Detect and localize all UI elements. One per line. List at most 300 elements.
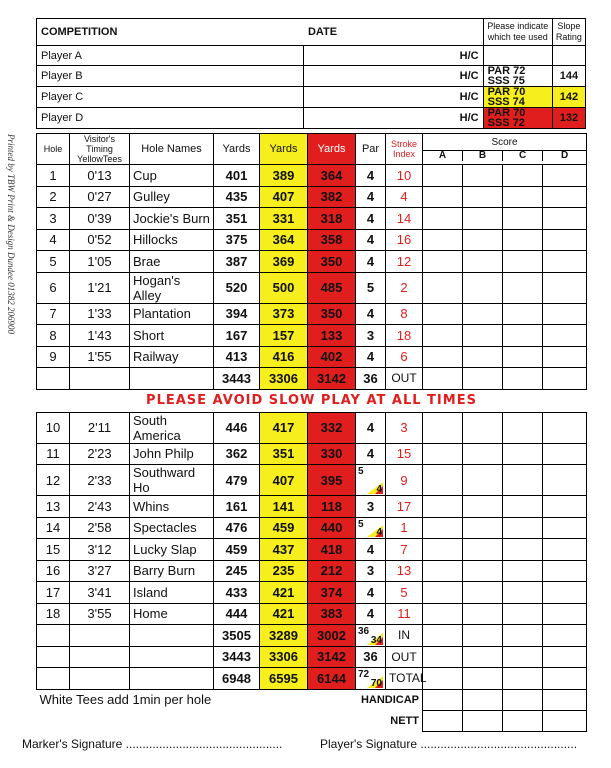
score-cell-b[interactable] xyxy=(463,272,503,303)
visitor-timing: 2'11 xyxy=(70,412,130,443)
stroke-index: 15 xyxy=(386,443,423,465)
player-d-tee[interactable]: PAR 70 SSS 72 xyxy=(483,108,552,129)
score-cell-b[interactable] xyxy=(463,517,503,539)
stroke-index: 12 xyxy=(386,251,423,273)
score-cell-d[interactable] xyxy=(543,251,587,273)
score-header: Score A B C D xyxy=(423,134,587,165)
out-yards-red: 3142 xyxy=(308,368,356,390)
hole-number: 17 xyxy=(37,582,70,604)
score-cell-b[interactable] xyxy=(463,165,503,187)
score-cell-c[interactable] xyxy=(503,303,543,325)
yards-white: 401 xyxy=(214,165,260,187)
score-cell-b[interactable] xyxy=(463,368,503,390)
hole-number: 12 xyxy=(37,465,70,496)
score-cell-a[interactable] xyxy=(423,208,463,230)
score-cell-d[interactable] xyxy=(543,412,587,443)
score-cell-b[interactable] xyxy=(463,603,503,625)
score-cell-b[interactable] xyxy=(463,668,503,690)
yards-white: 351 xyxy=(214,208,260,230)
score-cell-a[interactable] xyxy=(423,346,463,368)
in-yards-red: 3002 xyxy=(308,625,356,647)
yards-yellow: 407 xyxy=(260,465,308,496)
yards-red: 485 xyxy=(308,272,356,303)
hole-number: 6 xyxy=(37,272,70,303)
total-yards-yellow: 6595 xyxy=(260,668,308,690)
stroke-index: 8 xyxy=(386,303,423,325)
score-cell-d[interactable] xyxy=(543,325,587,347)
score-cell-d[interactable] xyxy=(543,165,587,187)
hole-number: 14 xyxy=(37,517,70,539)
score-cell-d[interactable] xyxy=(543,465,587,496)
col-yards-yellow: Yards xyxy=(260,134,308,165)
player-a-hc: H/C xyxy=(304,46,483,66)
yards-yellow: 157 xyxy=(260,325,308,347)
visitor-timing: 1'21 xyxy=(70,272,130,303)
hole-number: 11 xyxy=(37,443,70,465)
hole-number: 10 xyxy=(37,412,70,443)
score-cell-b[interactable] xyxy=(463,325,503,347)
yards-yellow: 351 xyxy=(260,443,308,465)
score-cell-d[interactable] xyxy=(543,560,587,582)
stroke-index: 1 xyxy=(386,517,423,539)
score-cell-c[interactable] xyxy=(503,668,543,690)
score-cell-d[interactable] xyxy=(543,603,587,625)
score-cell-c[interactable] xyxy=(503,368,543,390)
score-cell-a[interactable] xyxy=(423,560,463,582)
player-a-tee[interactable] xyxy=(483,46,552,66)
stroke-index: 11 xyxy=(386,603,423,625)
hole-row xyxy=(37,560,587,582)
hole-name: Lucky Slap xyxy=(130,539,214,561)
score-cell-b[interactable] xyxy=(463,346,503,368)
hole-name: John Philp xyxy=(130,443,214,465)
date-label: DATE xyxy=(304,19,483,46)
score-cell-c[interactable] xyxy=(503,229,543,251)
scorecard-table xyxy=(36,133,587,732)
par-cell: 4 xyxy=(356,251,386,273)
score-cell-a[interactable] xyxy=(423,710,463,731)
hole-number: 13 xyxy=(37,496,70,518)
hole-name: Cup xyxy=(130,165,214,187)
par-cell: 3 xyxy=(356,325,386,347)
score-cell-c[interactable] xyxy=(503,346,543,368)
out-total-label: OUT xyxy=(386,646,423,668)
score-cell-d[interactable] xyxy=(543,303,587,325)
visitor-timing: 0'13 xyxy=(70,165,130,187)
score-cell-b[interactable] xyxy=(463,582,503,604)
out-total-par: 36 xyxy=(356,646,386,668)
score-cell-c[interactable] xyxy=(503,689,543,710)
score-cell-b[interactable] xyxy=(463,229,503,251)
yards-yellow: 331 xyxy=(260,208,308,230)
par-cell: 4 xyxy=(356,603,386,625)
yards-white: 362 xyxy=(214,443,260,465)
par-cell: 4 xyxy=(356,229,386,251)
score-cell-d[interactable] xyxy=(543,539,587,561)
hole-row xyxy=(37,208,587,230)
hole-name: Jockie's Burn xyxy=(130,208,214,230)
yards-yellow: 373 xyxy=(260,303,308,325)
col-names: Hole Names xyxy=(130,134,214,165)
player-a-label: Player A xyxy=(37,46,304,66)
score-cell-a[interactable] xyxy=(423,517,463,539)
yards-red: 440 xyxy=(308,517,356,539)
score-cell-a[interactable] xyxy=(423,582,463,604)
score-cell-d[interactable] xyxy=(543,646,587,668)
score-cell-c[interactable] xyxy=(503,496,543,518)
stroke-index: 13 xyxy=(386,560,423,582)
par-cell: 4 xyxy=(356,208,386,230)
score-cell-b[interactable] xyxy=(463,625,503,647)
score-cell-b[interactable] xyxy=(463,251,503,273)
score-cell-d[interactable] xyxy=(543,272,587,303)
score-cell-d[interactable] xyxy=(543,229,587,251)
player-c-tee[interactable]: PAR 70 SSS 74 xyxy=(483,87,552,108)
stroke-index: 14 xyxy=(386,208,423,230)
stroke-index: 5 xyxy=(386,582,423,604)
score-cell-a[interactable] xyxy=(423,443,463,465)
par-cell: 4 xyxy=(356,165,386,187)
player-d-hc: H/C xyxy=(304,108,483,129)
out-total-yards-red: 3142 xyxy=(308,646,356,668)
hole-name: Barry Burn xyxy=(130,560,214,582)
stroke-index: 9 xyxy=(386,465,423,496)
col-yards-white: Yards xyxy=(214,134,260,165)
score-cell-b[interactable] xyxy=(463,208,503,230)
score-cell-c[interactable] xyxy=(503,272,543,303)
hole-row xyxy=(37,186,587,208)
stroke-index: 6 xyxy=(386,346,423,368)
out-total-row xyxy=(37,646,587,668)
score-cell-c[interactable] xyxy=(503,603,543,625)
total-label: TOTAL xyxy=(386,668,423,690)
score-cell-c[interactable] xyxy=(503,539,543,561)
out-yards-yellow: 3306 xyxy=(260,368,308,390)
par-cell: 4 xyxy=(356,443,386,465)
col-hole: Hole xyxy=(37,134,70,165)
score-cell-d[interactable] xyxy=(543,496,587,518)
score-cell-b[interactable] xyxy=(463,496,503,518)
stroke-index: 2 xyxy=(386,272,423,303)
hole-number: 9 xyxy=(37,346,70,368)
stroke-index: 3 xyxy=(386,412,423,443)
slope-rating-label: Slope Rating xyxy=(552,19,585,46)
par-cell: 5 4 xyxy=(356,465,386,496)
visitor-timing: 3'55 xyxy=(70,603,130,625)
score-cell-d[interactable] xyxy=(543,625,587,647)
hole-row xyxy=(37,325,587,347)
hole-row xyxy=(37,517,587,539)
score-cell-d[interactable] xyxy=(543,517,587,539)
score-cell-b[interactable] xyxy=(463,186,503,208)
hole-name: Hogan's Alley xyxy=(130,272,214,303)
hole-number: 2 xyxy=(37,186,70,208)
printer-credit: Printed by TBW Print & Design Dundee 01382 206900 xyxy=(6,134,16,334)
score-cell-d[interactable] xyxy=(543,710,587,731)
score-cell-d[interactable] xyxy=(543,368,587,390)
yards-red: 118 xyxy=(308,496,356,518)
hole-row xyxy=(37,412,587,443)
yards-white: 476 xyxy=(214,517,260,539)
score-cell-c[interactable] xyxy=(503,710,543,731)
yards-yellow: 417 xyxy=(260,412,308,443)
par-cell: 5 4 xyxy=(356,517,386,539)
par-cell: 4 xyxy=(356,186,386,208)
col-stroke-index: Stroke Index xyxy=(386,134,423,165)
score-cell-d[interactable] xyxy=(543,689,587,710)
score-cell-a[interactable] xyxy=(423,251,463,273)
yards-yellow: 389 xyxy=(260,165,308,187)
yards-white: 394 xyxy=(214,303,260,325)
hole-name: Short xyxy=(130,325,214,347)
white-tees-note: White Tees add 1min per hole xyxy=(39,692,212,708)
score-cell-c[interactable] xyxy=(503,412,543,443)
hole-row xyxy=(37,539,587,561)
score-cell-a[interactable] xyxy=(423,625,463,647)
score-cell-a[interactable] xyxy=(423,325,463,347)
hole-number: 5 xyxy=(37,251,70,273)
out-total-yards-yellow: 3306 xyxy=(260,646,308,668)
score-cell-c[interactable] xyxy=(503,208,543,230)
hole-name: Railway xyxy=(130,346,214,368)
score-cell-c[interactable] xyxy=(503,165,543,187)
hole-number: 3 xyxy=(37,208,70,230)
yards-yellow: 421 xyxy=(260,582,308,604)
score-cell-b[interactable] xyxy=(463,303,503,325)
hole-name: Spectacles xyxy=(130,517,214,539)
yards-yellow: 416 xyxy=(260,346,308,368)
yards-yellow: 421 xyxy=(260,603,308,625)
total-yards-red: 6144 xyxy=(308,668,356,690)
yards-white: 479 xyxy=(214,465,260,496)
visitor-timing: 1'55 xyxy=(70,346,130,368)
total-row xyxy=(37,668,587,690)
par-cell: 4 xyxy=(356,412,386,443)
player-c-slope: 142 xyxy=(552,87,585,108)
yards-yellow: 141 xyxy=(260,496,308,518)
yards-yellow: 500 xyxy=(260,272,308,303)
score-cell-a[interactable] xyxy=(423,689,463,710)
visitor-timing: 2'33 xyxy=(70,465,130,496)
score-cell-a[interactable] xyxy=(423,539,463,561)
hole-number: 16 xyxy=(37,560,70,582)
hole-number: 4 xyxy=(37,229,70,251)
hole-name: Southward Ho xyxy=(130,465,214,496)
visitor-timing: 0'52 xyxy=(70,229,130,251)
score-cell-d[interactable] xyxy=(543,208,587,230)
stroke-index: 17 xyxy=(386,496,423,518)
visitor-timing: 2'43 xyxy=(70,496,130,518)
visitor-timing: 3'41 xyxy=(70,582,130,604)
out-label: OUT xyxy=(386,368,423,390)
in-yards-yellow: 3289 xyxy=(260,625,308,647)
hole-number: 15 xyxy=(37,539,70,561)
player-d-slope: 132 xyxy=(552,108,585,129)
yards-red: 350 xyxy=(308,251,356,273)
hole-name: Plantation xyxy=(130,303,214,325)
hole-name: Home xyxy=(130,603,214,625)
players-signature[interactable]: Player's Signature ............................................... xyxy=(320,737,578,751)
yards-red: 212 xyxy=(308,560,356,582)
hole-number: 1 xyxy=(37,165,70,187)
in-label: IN xyxy=(386,625,423,647)
yards-yellow: 364 xyxy=(260,229,308,251)
score-cell-b[interactable] xyxy=(463,539,503,561)
in-row xyxy=(37,625,587,647)
yards-red: 418 xyxy=(308,539,356,561)
visitor-timing: 3'12 xyxy=(70,539,130,561)
score-cell-c[interactable] xyxy=(503,625,543,647)
yards-white: 161 xyxy=(214,496,260,518)
yards-white: 413 xyxy=(214,346,260,368)
score-cell-a[interactable] xyxy=(423,668,463,690)
hole-name: Gulley xyxy=(130,186,214,208)
score-cell-c[interactable] xyxy=(503,251,543,273)
yards-yellow: 235 xyxy=(260,560,308,582)
hole-row xyxy=(37,496,587,518)
score-cell-a[interactable] xyxy=(423,646,463,668)
total-yards-white: 6948 xyxy=(214,668,260,690)
markers-signature[interactable]: Marker's Signature ............................................... xyxy=(22,737,283,751)
score-cell-b[interactable] xyxy=(463,412,503,443)
score-cell-a[interactable] xyxy=(423,272,463,303)
yards-red: 395 xyxy=(308,465,356,496)
visitor-timing: 2'58 xyxy=(70,517,130,539)
hole-row xyxy=(37,251,587,273)
score-cell-b[interactable] xyxy=(463,560,503,582)
score-cell-c[interactable] xyxy=(503,646,543,668)
score-cell-d[interactable] xyxy=(543,443,587,465)
stroke-index: 16 xyxy=(386,229,423,251)
hole-number: 7 xyxy=(37,303,70,325)
player-b-tee[interactable]: PAR 72 SSS 75 xyxy=(483,66,552,87)
visitor-timing: 1'05 xyxy=(70,251,130,273)
visitor-timing: 0'27 xyxy=(70,186,130,208)
score-cell-b[interactable] xyxy=(463,710,503,731)
stroke-index: 7 xyxy=(386,539,423,561)
player-d-label: Player D xyxy=(37,108,304,129)
score-cell-c[interactable] xyxy=(503,465,543,496)
score-cell-b[interactable] xyxy=(463,646,503,668)
player-b-hc: H/C xyxy=(304,66,483,87)
hole-row xyxy=(37,165,587,187)
yards-red: 330 xyxy=(308,443,356,465)
par-cell: 3 xyxy=(356,560,386,582)
par-cell: 4 xyxy=(356,346,386,368)
out-par: 36 xyxy=(356,368,386,390)
col-par: Par xyxy=(356,134,386,165)
out-total-yards-white: 3443 xyxy=(214,646,260,668)
visitor-timing: 3'27 xyxy=(70,560,130,582)
par-cell: 4 xyxy=(356,539,386,561)
stroke-index: 4 xyxy=(386,186,423,208)
yards-white: 446 xyxy=(214,412,260,443)
visitor-timing: 0'39 xyxy=(70,208,130,230)
player-c-label: Player C xyxy=(37,87,304,108)
score-cell-a[interactable] xyxy=(423,465,463,496)
score-cell-c[interactable] xyxy=(503,582,543,604)
hole-name: Whins xyxy=(130,496,214,518)
score-cell-a[interactable] xyxy=(423,229,463,251)
yards-white: 433 xyxy=(214,582,260,604)
competition-label: COMPETITION xyxy=(37,19,304,46)
yards-white: 375 xyxy=(214,229,260,251)
yards-white: 435 xyxy=(214,186,260,208)
visitor-timing: 1'43 xyxy=(70,325,130,347)
hole-row xyxy=(37,603,587,625)
tee-indicate-label: Please indicate which tee used xyxy=(483,19,552,46)
yards-white: 459 xyxy=(214,539,260,561)
yards-red: 383 xyxy=(308,603,356,625)
hole-row xyxy=(37,582,587,604)
yards-yellow: 459 xyxy=(260,517,308,539)
slow-play-banner: PLEASE AVOID SLOW PLAY AT ALL TIMES xyxy=(37,389,587,412)
score-cell-a[interactable] xyxy=(423,303,463,325)
score-cell-c[interactable] xyxy=(503,560,543,582)
hole-name: Brae xyxy=(130,251,214,273)
yards-red: 374 xyxy=(308,582,356,604)
in-yards-white: 3505 xyxy=(214,625,260,647)
score-cell-b[interactable] xyxy=(463,689,503,710)
yards-yellow: 407 xyxy=(260,186,308,208)
yards-yellow: 369 xyxy=(260,251,308,273)
player-a-slope xyxy=(552,46,585,66)
score-cell-c[interactable] xyxy=(503,443,543,465)
score-cell-c[interactable] xyxy=(503,517,543,539)
score-cell-b[interactable] xyxy=(463,443,503,465)
yards-yellow: 437 xyxy=(260,539,308,561)
yards-white: 520 xyxy=(214,272,260,303)
nett-label: NETT xyxy=(390,714,419,727)
score-cell-d[interactable] xyxy=(543,582,587,604)
col-timing: Visitor's Timing YellowTees xyxy=(70,134,130,165)
stroke-index: 18 xyxy=(386,325,423,347)
score-cell-a[interactable] xyxy=(423,186,463,208)
stroke-index: 10 xyxy=(386,165,423,187)
yards-red: 350 xyxy=(308,303,356,325)
player-c-hc: H/C xyxy=(304,87,483,108)
par-cell: 4 xyxy=(356,582,386,604)
score-cell-c[interactable] xyxy=(503,325,543,347)
yards-red: 133 xyxy=(308,325,356,347)
yards-white: 167 xyxy=(214,325,260,347)
in-par: 36 34 xyxy=(356,625,386,647)
hole-row xyxy=(37,443,587,465)
score-cell-a[interactable] xyxy=(423,496,463,518)
visitor-timing: 2'23 xyxy=(70,443,130,465)
yards-red: 332 xyxy=(308,412,356,443)
score-cell-a[interactable] xyxy=(423,368,463,390)
par-cell: 3 xyxy=(356,496,386,518)
hole-name: South America xyxy=(130,412,214,443)
par-cell: 5 xyxy=(356,272,386,303)
yards-white: 387 xyxy=(214,251,260,273)
score-cell-a[interactable] xyxy=(423,165,463,187)
score-cell-c[interactable] xyxy=(503,186,543,208)
score-cell-b[interactable] xyxy=(463,465,503,496)
score-cell-d[interactable] xyxy=(543,668,587,690)
total-par: 72 70 xyxy=(356,668,386,690)
score-cell-d[interactable] xyxy=(543,346,587,368)
yards-red: 364 xyxy=(308,165,356,187)
hole-row xyxy=(37,303,587,325)
score-cell-d[interactable] xyxy=(543,186,587,208)
yards-white: 245 xyxy=(214,560,260,582)
hole-row xyxy=(37,272,587,303)
score-cell-a[interactable] xyxy=(423,603,463,625)
score-cell-a[interactable] xyxy=(423,412,463,443)
out-yards-white: 3443 xyxy=(214,368,260,390)
